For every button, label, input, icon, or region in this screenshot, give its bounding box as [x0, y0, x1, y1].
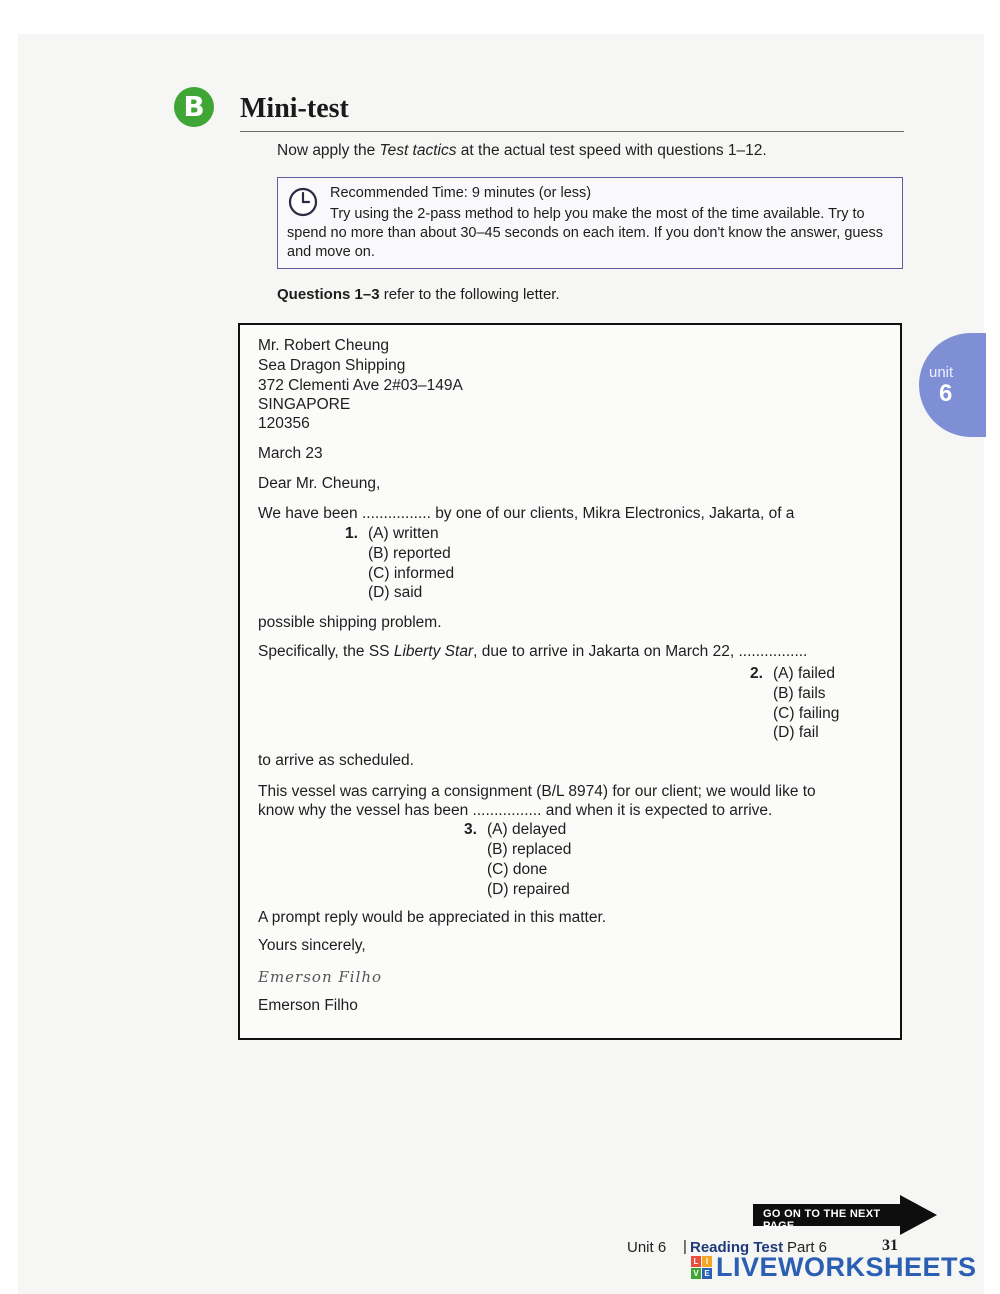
logo-letter: L	[691, 1256, 701, 1267]
unit-label: unit	[929, 364, 954, 381]
sender-name: Emerson Filho	[258, 997, 358, 1014]
address-line: Sea Dragon Shipping	[258, 357, 406, 374]
title-divider	[240, 131, 904, 132]
paragraph-2: Specifically, the SS Liberty Star, due to arrive in Jakarta on March 22, ................	[258, 643, 808, 660]
tip-body: Try using the 2-pass method to help you make the most of the time available. Try to spend no more than about 30–45 seconds on each item. If you don't know the answer, guess and move on.	[287, 206, 884, 260]
unit-number: 6	[939, 380, 953, 407]
address-line: 120356	[258, 415, 310, 432]
recommended-time-box	[277, 177, 903, 269]
signature: Emerson Filho	[258, 968, 383, 986]
closing: Yours sincerely,	[258, 937, 366, 954]
page-title: Mini-test	[240, 93, 349, 124]
liveworksheets-watermark: LIVEWORKSHEETS	[716, 1252, 977, 1282]
footer-unit: Unit 6	[627, 1239, 667, 1256]
answer-option[interactable]: (D) repaired	[487, 881, 570, 898]
salutation: Dear Mr. Cheung,	[258, 475, 381, 492]
letter-box	[238, 323, 902, 1040]
intro-text: Now apply the Test tactics at the actual test speed with questions 1–12.	[277, 142, 767, 159]
next-page-banner	[753, 1204, 903, 1232]
answer-option[interactable]: (A) delayed	[487, 821, 567, 838]
logo-letter: V	[691, 1268, 701, 1279]
recommended-time: Recommended Time: 9 minutes (or less)	[330, 185, 592, 201]
footer-part: Part 6	[787, 1239, 828, 1256]
paragraph-4: A prompt reply would be appreciated in this matter.	[258, 909, 607, 926]
question-number: 2.	[750, 665, 763, 682]
arrow-right-icon	[900, 1195, 937, 1235]
paragraph-1-end: possible shipping problem.	[258, 614, 442, 631]
address-line: SINGAPORE	[258, 396, 351, 413]
paragraph-2-end: to arrive as scheduled.	[258, 752, 414, 769]
questions-intro: Questions 1–3 refer to the following letter.	[277, 286, 560, 303]
answer-option[interactable]: (D) fail	[773, 724, 819, 741]
paragraph-3: know why the vessel has been ................ and when it is expected to arrive.	[258, 802, 773, 819]
answer-option[interactable]: (D) said	[368, 584, 423, 601]
question-number: 1.	[345, 525, 358, 542]
page-number: 31	[882, 1237, 898, 1254]
paragraph-1: We have been ................ by one of our clients, Mikra Electronics, Jakarta, of a	[258, 505, 795, 522]
answer-option[interactable]: (C) informed	[368, 565, 455, 582]
letter-date: March 23	[258, 445, 323, 462]
answer-option[interactable]: (B) replaced	[487, 841, 572, 858]
footer-separator: |	[683, 1238, 687, 1255]
logo-letter: E	[702, 1268, 712, 1279]
answer-option[interactable]: (B) reported	[368, 545, 451, 562]
logo-letter: I	[702, 1256, 712, 1267]
answer-option[interactable]: (C) failing	[773, 705, 840, 722]
address-line: Mr. Robert Cheung	[258, 337, 389, 354]
liveworksheets-logo-icon	[691, 1256, 713, 1280]
footer-reading-test: Reading Test	[690, 1239, 784, 1256]
paragraph-3: This vessel was carrying a consignment (B/L 8974) for our client; we would like to	[258, 783, 816, 800]
answer-option[interactable]: (B) fails	[773, 685, 826, 702]
address-line: 372 Clementi Ave 2#03–149A	[258, 377, 463, 394]
question-number: 3.	[464, 821, 477, 838]
answer-option[interactable]: (A) written	[368, 525, 439, 542]
next-page-label: GO ON TO THE NEXT PAGE	[763, 1208, 881, 1232]
answer-option[interactable]: (A) failed	[773, 665, 836, 682]
answer-option[interactable]: (C) done	[487, 861, 548, 878]
section-badge: B	[174, 87, 214, 127]
